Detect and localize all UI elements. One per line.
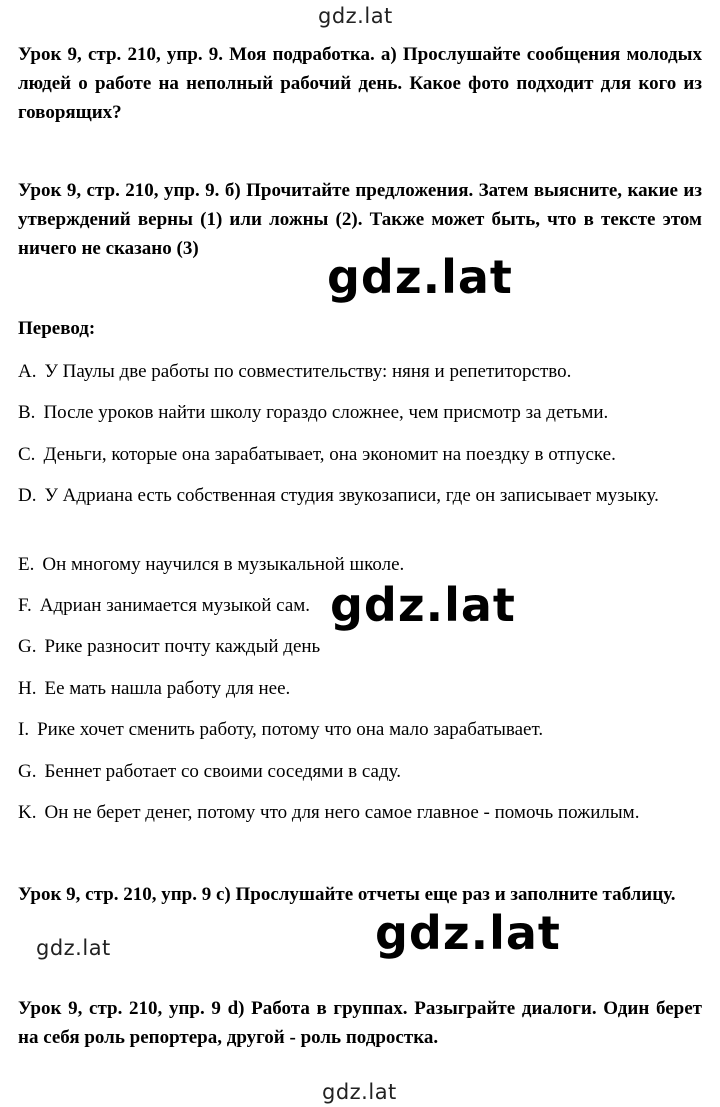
list-item: [18, 551, 702, 579]
item-text: Он не берет денег, потому что для него самое главное - помочь пожилым.: [44, 802, 640, 823]
item-text: Беннет работает со своими соседями в саду.: [44, 761, 401, 782]
watermark-big-2: gdz.lat: [330, 578, 516, 632]
item-letter: E.: [18, 554, 35, 575]
section-d-heading: Урок 9, стр. 210, упр. 9 d) Работа в группах. Разыграйте диалоги. Один берет на себя роль репортера, другой - роль подростка.: [18, 998, 702, 1048]
item-letter: F.: [18, 595, 32, 616]
watermark-bottom: gdz.lat: [322, 1080, 397, 1104]
item-letter: K.: [18, 802, 37, 823]
section-b-heading: Урок 9, стр. 210, упр. 9. б) Прочитайте предложения. Затем выясните, какие из утверждений верны (1) или ложны (2). Также может быть, что в тексте этом ничего не сказано (3): [18, 180, 702, 259]
item-text: У Адриана есть собственная студия звукозаписи, где он записывает музыку.: [44, 485, 659, 506]
item-text: Деньги, которые она зарабатывает, она экономит на поездку в отпуске.: [43, 444, 616, 465]
list-item: [18, 441, 702, 469]
item-letter: B.: [18, 402, 36, 423]
list-item: [18, 399, 702, 427]
watermark-big-3: gdz.lat: [375, 906, 561, 960]
item-letter: A.: [18, 361, 37, 382]
item-letter: C.: [18, 444, 36, 465]
section-a-heading: Урок 9, стр. 210, упр. 9. Моя подработка. а) Прослушайте сообщения молодых людей о работе на неполный рабочий день. Какое фото подходит для кого из говорящих?: [18, 44, 702, 123]
item-letter: G.: [18, 761, 37, 782]
item-text: Ее мать нашла работу для нее.: [44, 678, 291, 699]
item-text: Он многому научился в музыкальной школе.: [42, 554, 405, 575]
item-letter: I.: [18, 719, 30, 740]
translation-label: Перевод:: [18, 318, 96, 339]
item-text: После уроков найти школу гораздо сложнее, чем присмотр за детьми.: [43, 402, 609, 423]
item-text: Адриан занимается музыкой сам.: [39, 595, 311, 616]
list-item: [18, 758, 702, 786]
list-item: [18, 358, 702, 386]
item-text: Рике разносит почту каждый день: [44, 636, 321, 657]
list-item: [18, 482, 702, 510]
watermark-small-left: gdz.lat: [36, 936, 111, 960]
list-item: [18, 675, 702, 703]
watermark-big-1: gdz.lat: [327, 250, 513, 304]
watermark-top: gdz.lat: [318, 4, 393, 28]
list-item: [18, 592, 702, 620]
list-item: [18, 716, 702, 744]
list-item: [18, 633, 702, 661]
item-letter: G.: [18, 636, 37, 657]
item-text: У Паулы две работы по совместительству: няня и репетиторство.: [44, 361, 572, 382]
list-item: [18, 799, 702, 827]
item-letter: D.: [18, 485, 37, 506]
item-text: Рике хочет сменить работу, потому что она мало зарабатывает.: [37, 719, 544, 740]
item-letter: H.: [18, 678, 37, 699]
section-c-heading: Урок 9, стр. 210, упр. 9 с) Прослушайте отчеты еще раз и заполните таблицу.: [18, 884, 676, 905]
